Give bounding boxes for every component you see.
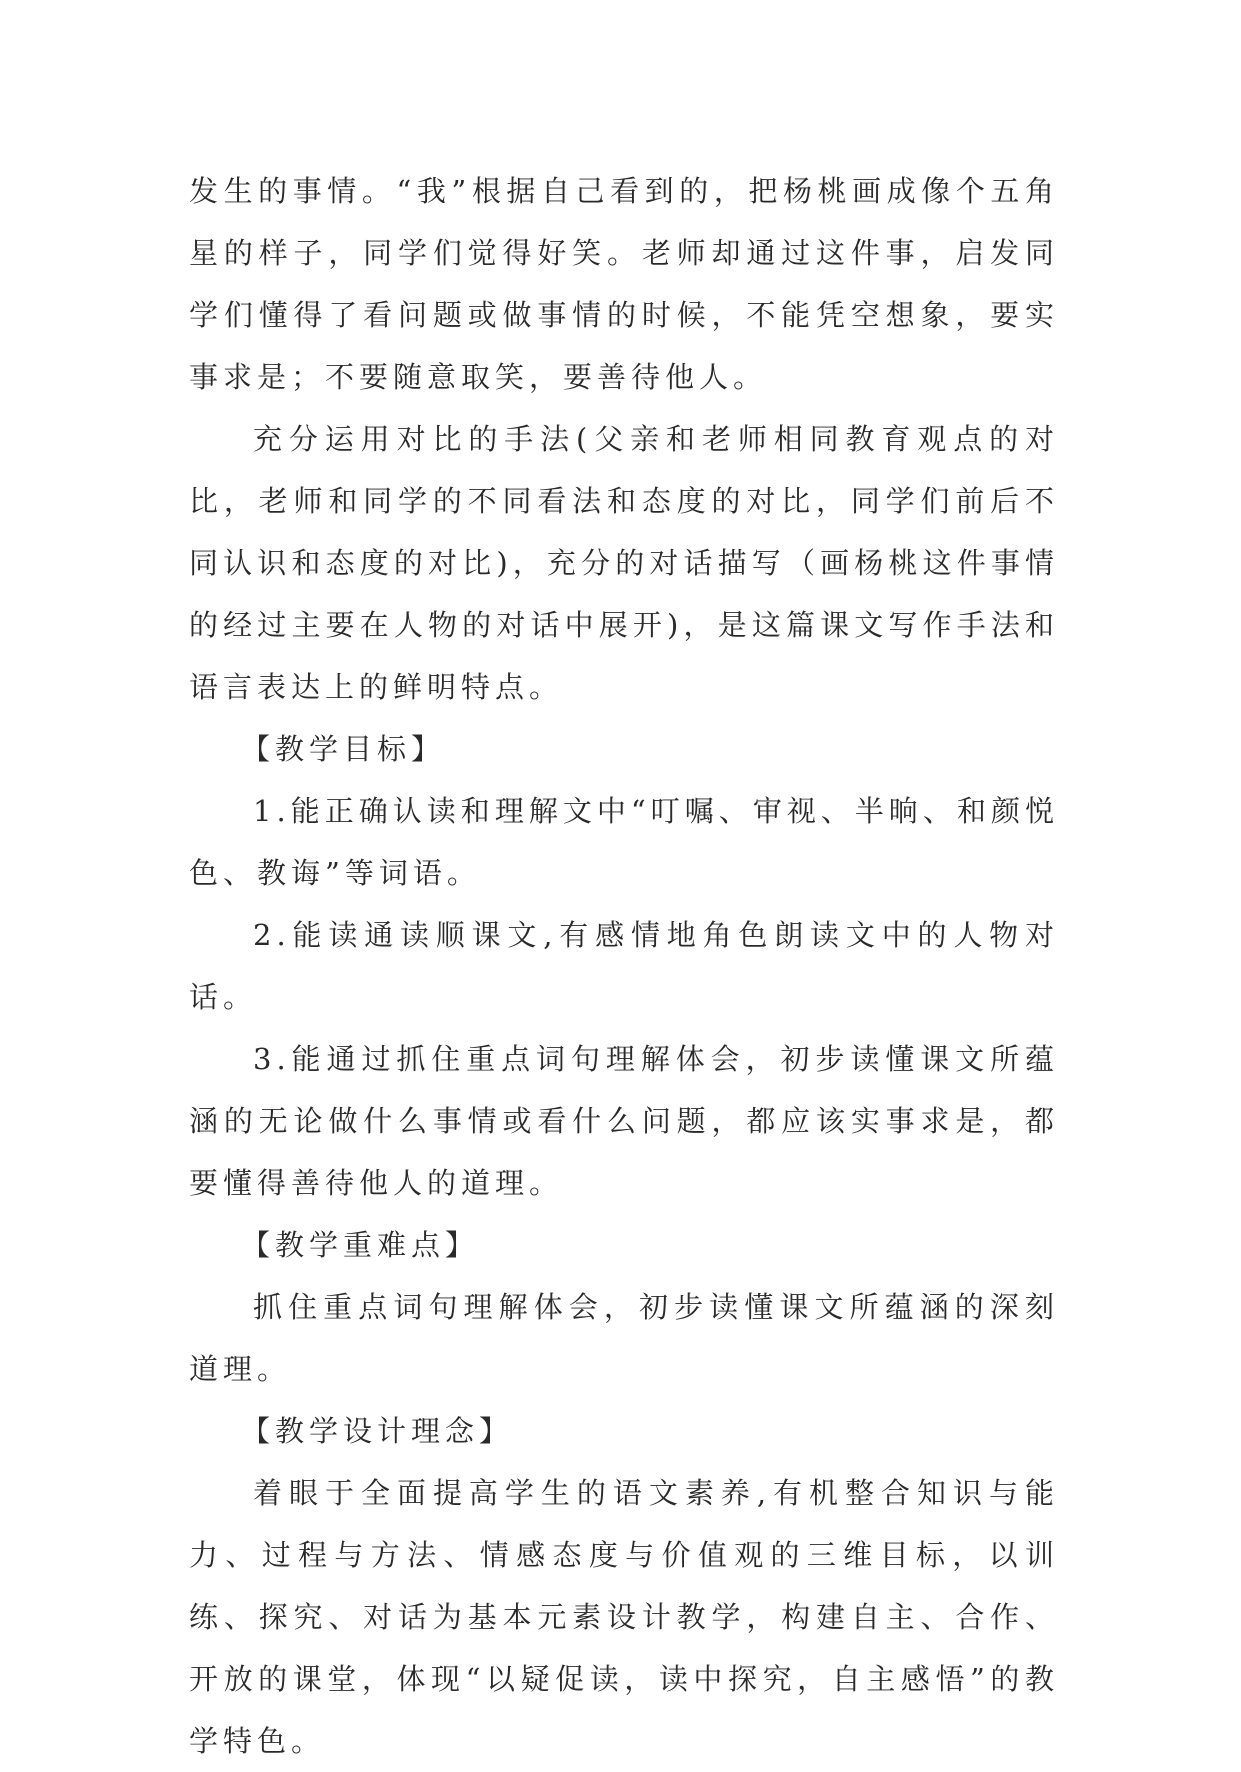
heading-design-philosophy: 【教学设计理念】 — [241, 1414, 514, 1448]
paragraph-writing-features: 充分运用对比的手法(父亲和老师相同教育观点的对比，老师和同学的不同看法和态度的对比，同学们前后不同认识和态度的对比)，充分的对话描写（画杨桃这件事情的经过主要在人物的对话中展开)，是这篇课文写作手法和语言表达上的鲜明特点。 — [189, 422, 1059, 704]
paragraph-design-philosophy: 着眼于全面提高学生的语文素养,有机整合知识与能力、过程与方法、情感态度与价值观的三维目标，以训练、探究、对话为基本元素设计教学，构建自主、合作、开放的课堂，体现“以疑促读，读中探究，自主感悟”的教学特色。 — [189, 1476, 1059, 1758]
paragraph-story-summary: 发生的事情。“我”根据自己看到的，把杨桃画成像个五角星的样子，同学们觉得好笑。老师却通过这件事，启发同学们懂得了看问题或做事情的时候，不能凭空想象，要实事求是；不要随意取笑，要善待他人。 — [189, 174, 1059, 394]
paragraph-key-difficulties: 抓住重点词句理解体会，初步读懂课文所蕴涵的深刻道理。 — [189, 1290, 1059, 1386]
heading-teaching-goals: 【教学目标】 — [241, 732, 446, 766]
goal-item-2: 2.能读通读顺课文,有感情地角色朗读文中的人物对话。 — [189, 918, 1059, 1014]
heading-key-difficulties: 【教学重难点】 — [241, 1228, 480, 1262]
goal-item-3: 3.能通过抓住重点词句理解体会，初步读懂课文所蕴涵的无论做什么事情或看什么问题，都应该实事求是，都要懂得善待他人的道理。 — [189, 1042, 1059, 1200]
document-page — [189, 160, 1059, 1772]
goal-item-1: 1.能正确认读和理解文中“叮嘱、审视、半晌、和颜悦色、教诲”等词语。 — [189, 794, 1059, 890]
